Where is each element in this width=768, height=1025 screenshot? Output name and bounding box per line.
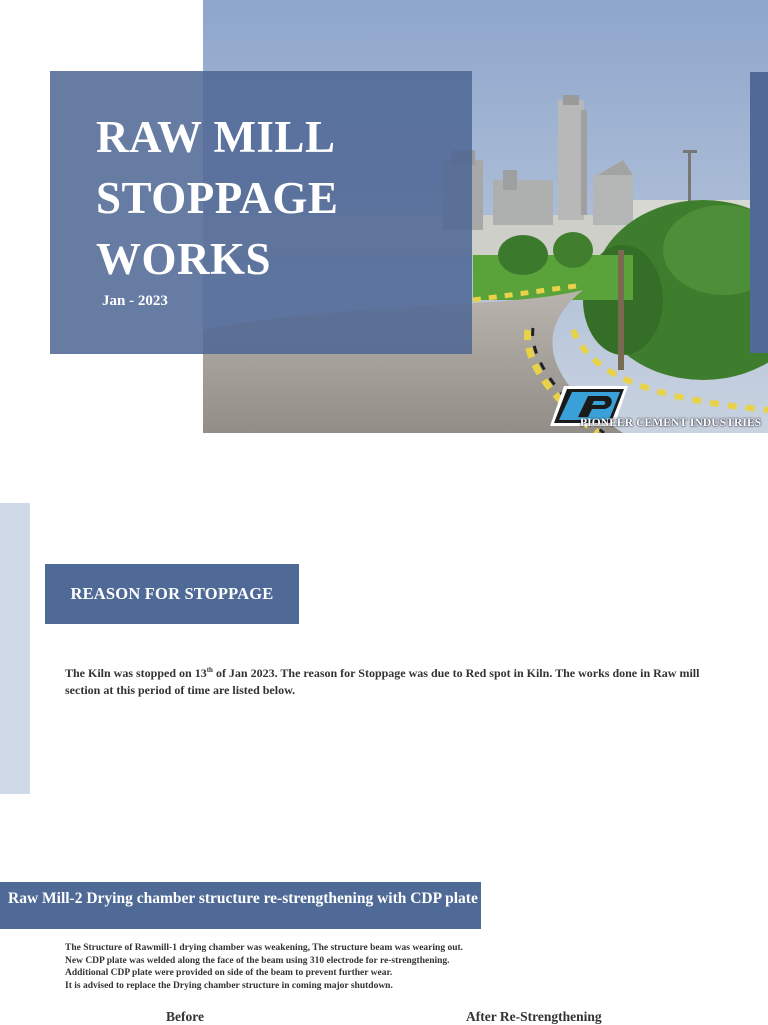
caption-after: After Re-Strengthening bbox=[466, 1009, 602, 1024]
reason-text-start: The Kiln was stopped on 13 bbox=[65, 666, 207, 680]
raw-mill-heading: Raw Mill-2 Drying chamber structure re-strengthening with CDP plate bbox=[0, 882, 481, 929]
raw-mill-points bbox=[65, 942, 625, 992]
caption-before: Before bbox=[166, 1009, 204, 1024]
list-item: The Structure of Rawmill-1 drying chamber was weakening, The structure beam was wearing out. bbox=[65, 943, 464, 953]
reason-text-end: of Jan 2023. The reason for Stoppage was due to Red spot in Kiln. The works done in Raw mill section at this period of time are listed below. bbox=[65, 666, 700, 697]
list-item: It is advised to replace the Drying chamber structure in coming major shutdown. bbox=[65, 980, 393, 991]
cover-title: RAW MILL STOPPAGE WORKS bbox=[96, 112, 339, 284]
side-accent-bar bbox=[0, 503, 30, 794]
title-box bbox=[50, 71, 472, 354]
accent-bar-right bbox=[750, 72, 768, 353]
list-item: New CDP plate was welded along the face of the beam using 310 electrode for re-strengthening. bbox=[65, 955, 450, 966]
company-name: PIONEER CEMENT INDUSTRIES bbox=[580, 417, 762, 429]
reason-heading: REASON FOR STOPPAGE bbox=[45, 564, 299, 624]
list-item: Additional CDP plate were provided on side of the beam to prevent further wear. bbox=[65, 968, 393, 978]
reason-text-superscript: th bbox=[206, 666, 213, 674]
cover-date: Jan - 2023 bbox=[102, 293, 168, 309]
reason-paragraph bbox=[65, 662, 705, 699]
